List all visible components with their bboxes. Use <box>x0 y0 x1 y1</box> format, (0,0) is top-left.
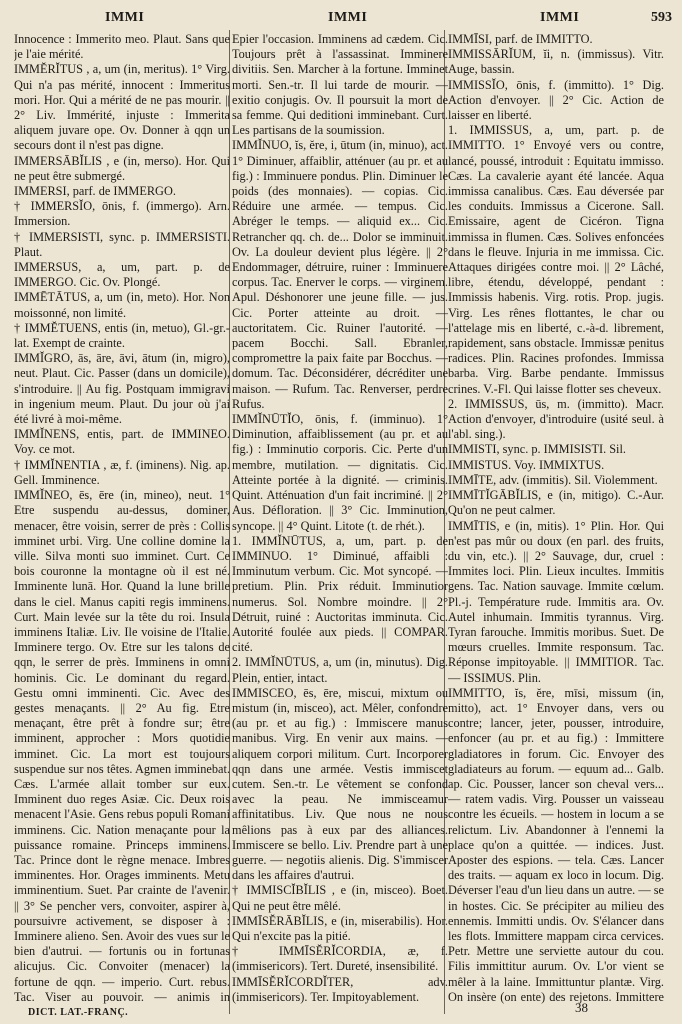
printer-signature: DICT. LAT.-FRANÇ. <box>28 1007 129 1018</box>
dictionary-entry: IMMERSI, parf. de IMMERGO. <box>14 184 176 199</box>
dictionary-entry: 2. IMMISSUS, ūs, m. (immitto). Macr. Action d'envoyer, d'introduire (usité seul. à l'abl. sing.). <box>448 396 664 442</box>
column-2 <box>232 32 448 1004</box>
dictionary-entry: IMMĔRĬTUS , a, um (in, meritus). 1° Virg. Qui n'a pas mérité, innocent : Immeritus mori. Hor. Qui a mérité de ne pas mourir. || 2° Liv. Immérité, injuste : Immerita aliquem juvare ope. Ov. Donner à qqn un secours dont il n'est pas digne. <box>14 62 230 153</box>
signature-number: 38 <box>575 1000 588 1015</box>
dictionary-entry: IMMITTO, ĭs, ĕre, mīsi, missum (in, mitto), act. 1° Envoyer dans, vers ou contre; lancer, jeter, pousser, introduire, enfoncer (au pr. et au fig.) : Immittere gladiatores in forum. Cic. Envoyer des gladiateurs au forum. — equum ad... Galb. ap. Cic. Pousser, lancer son cheval vers... — ratem vadis. Virg. Pousser un vaisseau contre les écueils. — hostem in locum a se relictum. Liv. Abandonner à l'ennemi la place qu'on a quittée. — indices. Just. Aposter des espions. — tela. Cæs. Lancer des traits. — aquam ex loco in locum. Dig. Déverser l'eau d'un lieu dans un autre. — se in hostes. Cic. Se précipiter au milieu des ennemis. Immitti undis. Ov. S'élancer dans les flots. Immittere mappam circa cervices. Petr. Mettre une serviette autour du cou. Filis immittitur aurum. Ov. L'or vient se mêler à la laine. Immittuntur plantæ. Virg. On insère (on ente) des rejetons. Immittere <box>448 685 664 1004</box>
header-headword-right: IMMI <box>540 10 580 25</box>
dictionary-entry: IMMĪSĔRĀBĬLIS, e (in, miserabilis). Hor. Qui n'excite pas la pitié. <box>232 913 448 943</box>
dictionary-entry: IMMISCEO, ēs, ēre, miscui, mixtum ou mistum (in, misceo), act. Mêler, confondre (au pr. et au fig.) : Immiscere manus manibus. Virg. En venir aux mains. — aliquem corpori militum. Curt. Incorporer qqn dans une armée. Vestis immiscet cutem. Sen.-tr. Le vêtement se confond avec la peau. Ne immisceamur affinitatibus. Liv. Que nous ne nous mêlions pas à eux par des alliances. Immiscere se bello. Liv. Prendre part à une guerre. — negotiis alienis. Dig. S'immiscer dans les affaires d'autrui. <box>232 685 448 883</box>
dictionary-entry: † IMMĔTUENS, entis (in, metuo), Gl.-gr.-lat. Exempt de crainte. <box>14 320 230 351</box>
dictionary-entry: † IMMISCĬBĬLIS , e (in, misceo). Boet. Qui ne peut être mêlé. <box>232 883 448 913</box>
running-header <box>10 10 672 28</box>
dictionary-entry: IMMERSĀBĬLIS , e (in, merso). Hor. Qui ne peut être submergé. <box>14 153 230 183</box>
dictionary-entry: † IMMĬNENTIA , æ, f. (iminens). Nig. ap. Gell. Imminence. <box>14 457 230 487</box>
dictionary-entry: 1. IMMISSUS, a, um, part. p. de IMMITTO. 1° Envoyé vers ou contre, lancé, poussé, introduit : Equitatu immisso. Cæs. La cavalerie ayant été lancée. Aqua immissa canalibus. Cæs. Eau déversée par les conduits. Immissus a Cicerone. Sall. Emissaire, agent de Cicéron. Tigna immissa in flumen. Cæs. Solives enfoncées dans le fleuve. Injuria in me immissa. Cic. Attaques dirigées contre moi. || 2° Lâché, libre, étendu, développé, pendant : Immissis habenis. Virg. rotis. Prop. jugis. Virg. Les rênes flottantes, le char ou l'attelage mis en liberté, c.-à-d. librement, rapidement, sans obstacle. Immissæ penitus radices. Plin. Racines profondes. Immissa barba. Virg. Barbe pendante. Immissus crines. V.-Fl. Qui laisse flotter ses cheveux. <box>448 123 664 396</box>
dictionary-entry: Epier l'occasion. Imminens ad cædem. Cic. Toujours prêt à l'assassinat. Imminere divitiis. Sen. Marcher à la fortune. Imminet morti. Sen.-tr. Il lui tarde de mourir. — exitio conjugis. Ov. Il poursuit la mort de sa femme. Qui deditioni imminebant. Curt. Les partisans de la soumission. <box>232 32 448 138</box>
column-1 <box>14 32 230 1004</box>
dictionary-entry: IMMĬNEO, ēs, ēre (in, mineo), neut. 1° Etre suspendu au-dessus, dominer, menacer, être voisin, serrer de près : Collis imminet urbi. Virg. Une colline domine la ville. Silva monti suo imminet. Curt. Ce bois couronne la montagne où il est né. Imminente lunā. Hor. Quand la lune brille dans le ciel. Manus capiti regis imminens. Curt. Main levée sur la tête du roi. Insula imminens Italiæ. Liv. Ile voisine de l'Italie. Imminere tergo. Ov. Etre sur les talons de qqn, le serrer de près. Imminens in omni hominis. Cic. Le dominant du regard. Gestu omni imminenti. Cic. Avec des gestes menaçants. || 2° Au fig. Etre menaçant, être prêt à fondre sur; être imminent, approcher : Mors quotidie imminet. Cic. La mort est toujours suspendue sur nos têtes. Agmen imminebat. Cæs. L'armée allait tomber sur eux. Imminent duo reges Asiæ. Cic. Deux rois menacent l'Asie. Gens rebus populi Romani imminens. Cic. Nation menaçante pour la puissance romaine. Princeps imminens. Tac. Prince dont le règne menace. Imbres imminentes. Hor. Orages imminents. Metu imminentium. Suet. Par crainte de l'avenir. || 3° Se pencher vers, convoiter, aspirer à, poursuivre activement, se disposer à : Imminere alieno. Sen. Avoir des vues sur le bien d'autrui. — fortunis ou in fortunas alicujus. Cic. Convoiter (menacer) la fortune de qqn. — imperio. Curt. rebus. Tac. Viser au pouvoir. — animis in <box>14 488 230 1004</box>
dictionary-entry: IMMĪSI, parf. de IMMITTO. <box>448 32 593 46</box>
dictionary-entry: IMMISTUS. Voy. IMMIXTUS. <box>448 457 605 472</box>
dictionary-entry: IMMĬGRO, ās, āre, āvi, ātum (in, migro), neut. Plaut. Cic. Passer (dans un domicile), s'introduire. || Au fig. Postquam immigravi in ingenium meum. Plaut. Du jour où j'ai été livré à moi-même. <box>14 351 230 427</box>
dictionary-entry: † IMMĪSĔRĬCORDIA, æ, f. (immisericors). Tert. Dureté, insensibilité. <box>232 944 448 974</box>
dictionary-entry: 2. IMMĬNŪTUS, a, um (in, minutus). Dig. Plein, entier, intact. <box>232 655 448 685</box>
header-headword-center: IMMI <box>328 10 368 25</box>
page-number: 593 <box>651 10 672 25</box>
header-headword-left: IMMI <box>105 10 145 25</box>
dictionary-entry: IMMĬNŪTĬO, ōnis, f. (imminuo). 1° Diminution, affaiblissement (au pr. et au fig.) : Imminutio corporis. Cic. Perte d'un membre, mutilation. — dignitatis. Cic. Atteinte portée à la dignité. — criminis. Quint. Atténuation d'un fait incriminé. || 2° Aus. Défloration. || 3° Cic. Imminution, syncope. || 4° Quint. Litote (t. de rhét.). <box>232 412 448 533</box>
dictionary-entry: IMMĪSĔRĬCORDĬTER, adv. (immisericors). Ter. Impitoyablement. <box>232 974 448 1004</box>
dictionary-entry: † IMMERSISTI, sync. p. IMMERSISTI. Plaut. <box>14 229 230 259</box>
dictionary-entry: IMMĪTIS, e (in, mitis). 1° Plin. Hor. Qui n'est pas mûr ou doux (en parl. des fruits, du vin, etc.). || 2° Sauvage, dur, cruel : Immites loci. Plin. Lieux incultes. Immitis gens. Tac. Nation sauvage. Immite cœlum. Pl.-j. Température rude. Immitis ara. Ov. Autel inhumain. Immitis tyrannus. Virg. Tyran farouche. Immitis moribus. Suet. De mœurs cruelles. Immite responsum. Tac. Réponse impitoyable. || IMMITIOR. Tac. — ISSIMUS. Plin. <box>448 518 664 685</box>
dictionary-entry: IMMĒTĀTUS, a, um (in, meto). Hor. Non moissonné, non limité. <box>14 290 230 320</box>
dictionary-entry: IMMISSĀRĬUM, ĭi, n. (immissus). Vitr. Auge, bassin. <box>448 47 664 77</box>
dictionary-entry: IMMISSĬO, ōnis, f. (immitto). 1° Dig. Action d'envoyer. || 2° Cic. Action de laisser en liberté. <box>448 77 664 123</box>
dictionary-entry: IMMĬNENS, entis, part. de IMMINEO. Voy. ce mot. <box>14 427 230 457</box>
column-3 <box>448 32 664 1004</box>
dictionary-entry: IMMISTI, sync. p. IMMISISTI. Sil. <box>448 442 626 457</box>
dictionary-entry: IMMERSUS, a, um, part. p. de IMMERGO. Cic. Ov. Plongé. <box>14 260 230 290</box>
dictionary-entry: IMMĪTE, adv. (immitis). Sil. Violemment. <box>448 472 658 487</box>
dictionary-entry: IMMĬNUO, ĭs, ĕre, i, ūtum (in, minuo), act. 1° Diminuer, affaiblir, atténuer (au pr. et au fig.) : Imminuere pondus. Plin. Diminuer le poids (des monnaies). — copias. Cic. Réduire une armée. — tempus. Cic. Abréger le temps. — aliquid ex... Cic. Retrancher qq. ch. de... Dolor se imminuit. Ov. La douleur devient plus légère. || 2° Endommager, détruire, ruiner : Imminuere corpus. Tac. Enerver le corps. — virginem. Apul. Déshonorer une jeune fille. — jus. Cic. Porter atteinte au droit. — auctoritatem. Cic. Ruiner l'autorité. — pacem Bocchi. Sall. Ebranler, compromettre la paix faite par Bocchus. — domum. Tac. Déconsidérer, décréditer une maison. — Rufum. Tac. Renverser, perdre Rufus. <box>232 138 448 411</box>
dictionary-entry: 1. IMMĬNŪTUS, a, um, part. p. de IMMINUO. 1° Diminué, affaibli : Imminutum verbum. Cic. Mot syncopé. — pretium. Plin. Prix réduit. Imminutior numerus. Sol. Nombre moindre. || 2° Détruit, ruiné : Auctoritas imminuta. Cic. Autorité foulée aux pieds. || COMPAR. cité. <box>232 533 448 655</box>
dictionary-entry: † IMMERSĬO, ōnis, f. (immergo). Arn. Immersion. <box>14 199 230 229</box>
dictionary-entry: IMMĪTĬGĀBĬLIS, e (in, mitigo). C.-Aur. Qu'on ne peut calmer. <box>448 488 664 518</box>
dictionary-entry: Innocence : Immerito meo. Plaut. Sans que je l'aie mérité. <box>14 32 230 62</box>
